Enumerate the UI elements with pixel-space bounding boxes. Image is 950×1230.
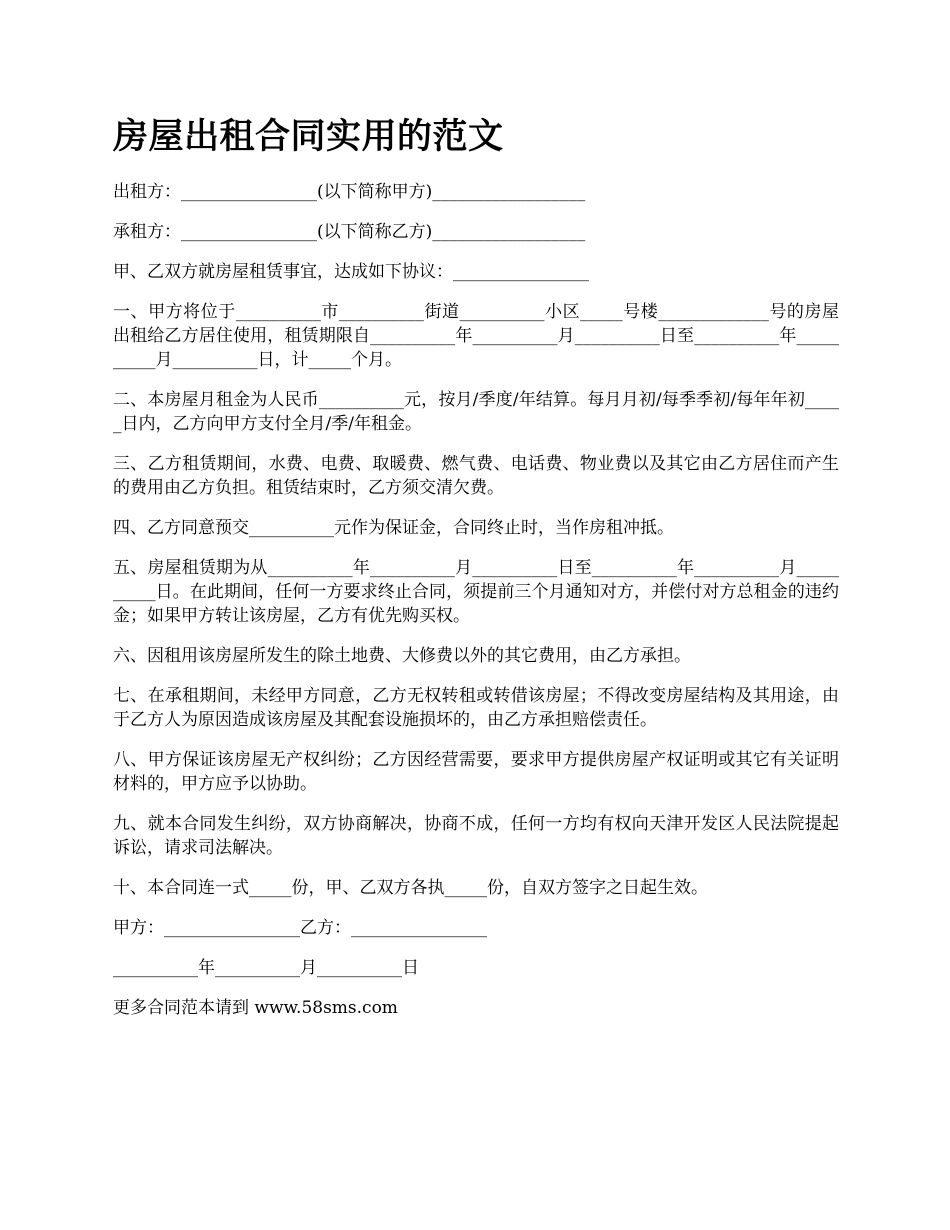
- clause-3-utilities: 三、乙方租赁期间，水费、电费、取暖费、燃气费、电话费、物业费以及其它由乙方居住而产生的费用由乙方负担。租赁结束时，乙方须交清欠费。: [113, 454, 839, 498]
- clause-9-disputes: 九、就本合同发生纠纷，双方协商解决，协商不成，任何一方均有权向天津开发区人民法院提起诉讼，请求司法解决。: [113, 814, 839, 858]
- document-title: 房屋出租合同实用的范文: [113, 116, 504, 157]
- clause-6-other-costs: 六、因租用该房屋所发生的除土地费、大修费以外的其它费用，由乙方承担。: [113, 646, 691, 666]
- clause-8-title-warranty: 八、甲方保证该房屋无产权纠纷；乙方因经营需要，要求甲方提供房屋产权证明或其它有关证明材料的，甲方应予以协助。: [113, 750, 839, 794]
- document-body: [113, 180, 839, 1020]
- document-page: [113, 108, 839, 1020]
- clause-1-location-term: 一、甲方将位于__________市__________街道__________小区_____号楼_____________号的房屋出租给乙方居住使用，租赁期限自__________年__________月__________日至__________年__________月__________日，计_____个月。: [113, 302, 839, 370]
- agreement-intro: 甲、乙双方就房屋租赁事宜，达成如下协议：________________: [113, 262, 589, 282]
- lessor-line: 出租方：________________(以下简称甲方)__________________: [113, 182, 586, 202]
- clause-7-sublease: 七、在承租期间，未经甲方同意，乙方无权转租或转借该房屋；不得改变房屋结构及其用途，由于乙方人为原因造成该房屋及其配套设施损坏的，由乙方承担赔偿责任。: [113, 686, 839, 730]
- clause-10-copies: 十、本合同连一式_____份，甲、乙双方各执_____份，自双方签字之日起生效。: [113, 878, 708, 898]
- date-line: __________年__________月__________日: [113, 958, 419, 978]
- footer-note: 更多合同范本请到 www.58sms.com: [113, 998, 398, 1018]
- signature-line: 甲方：________________乙方：________________: [113, 918, 487, 938]
- clause-5-lease-period: 五、房屋租赁期为从__________年__________月__________日至__________年__________月__________日。在此期间，任何一方要求终止合同，须提前三个月通知对方，并偿付对方总租金的违约金；如果甲方转让该房屋，乙方有优先购买权。: [113, 558, 839, 626]
- lessee-line: 承租方：________________(以下简称乙方)__________________: [113, 222, 586, 242]
- clause-4-deposit: 四、乙方同意预交__________元作为保证金，合同终止时，当作房租冲抵。: [113, 518, 674, 538]
- clause-2-rent: 二、本房屋月租金为人民币__________元，按月/季度/年结算。每月月初/每季季初/每年年初_____日内，乙方向甲方支付全月/季/年租金。: [113, 390, 839, 434]
